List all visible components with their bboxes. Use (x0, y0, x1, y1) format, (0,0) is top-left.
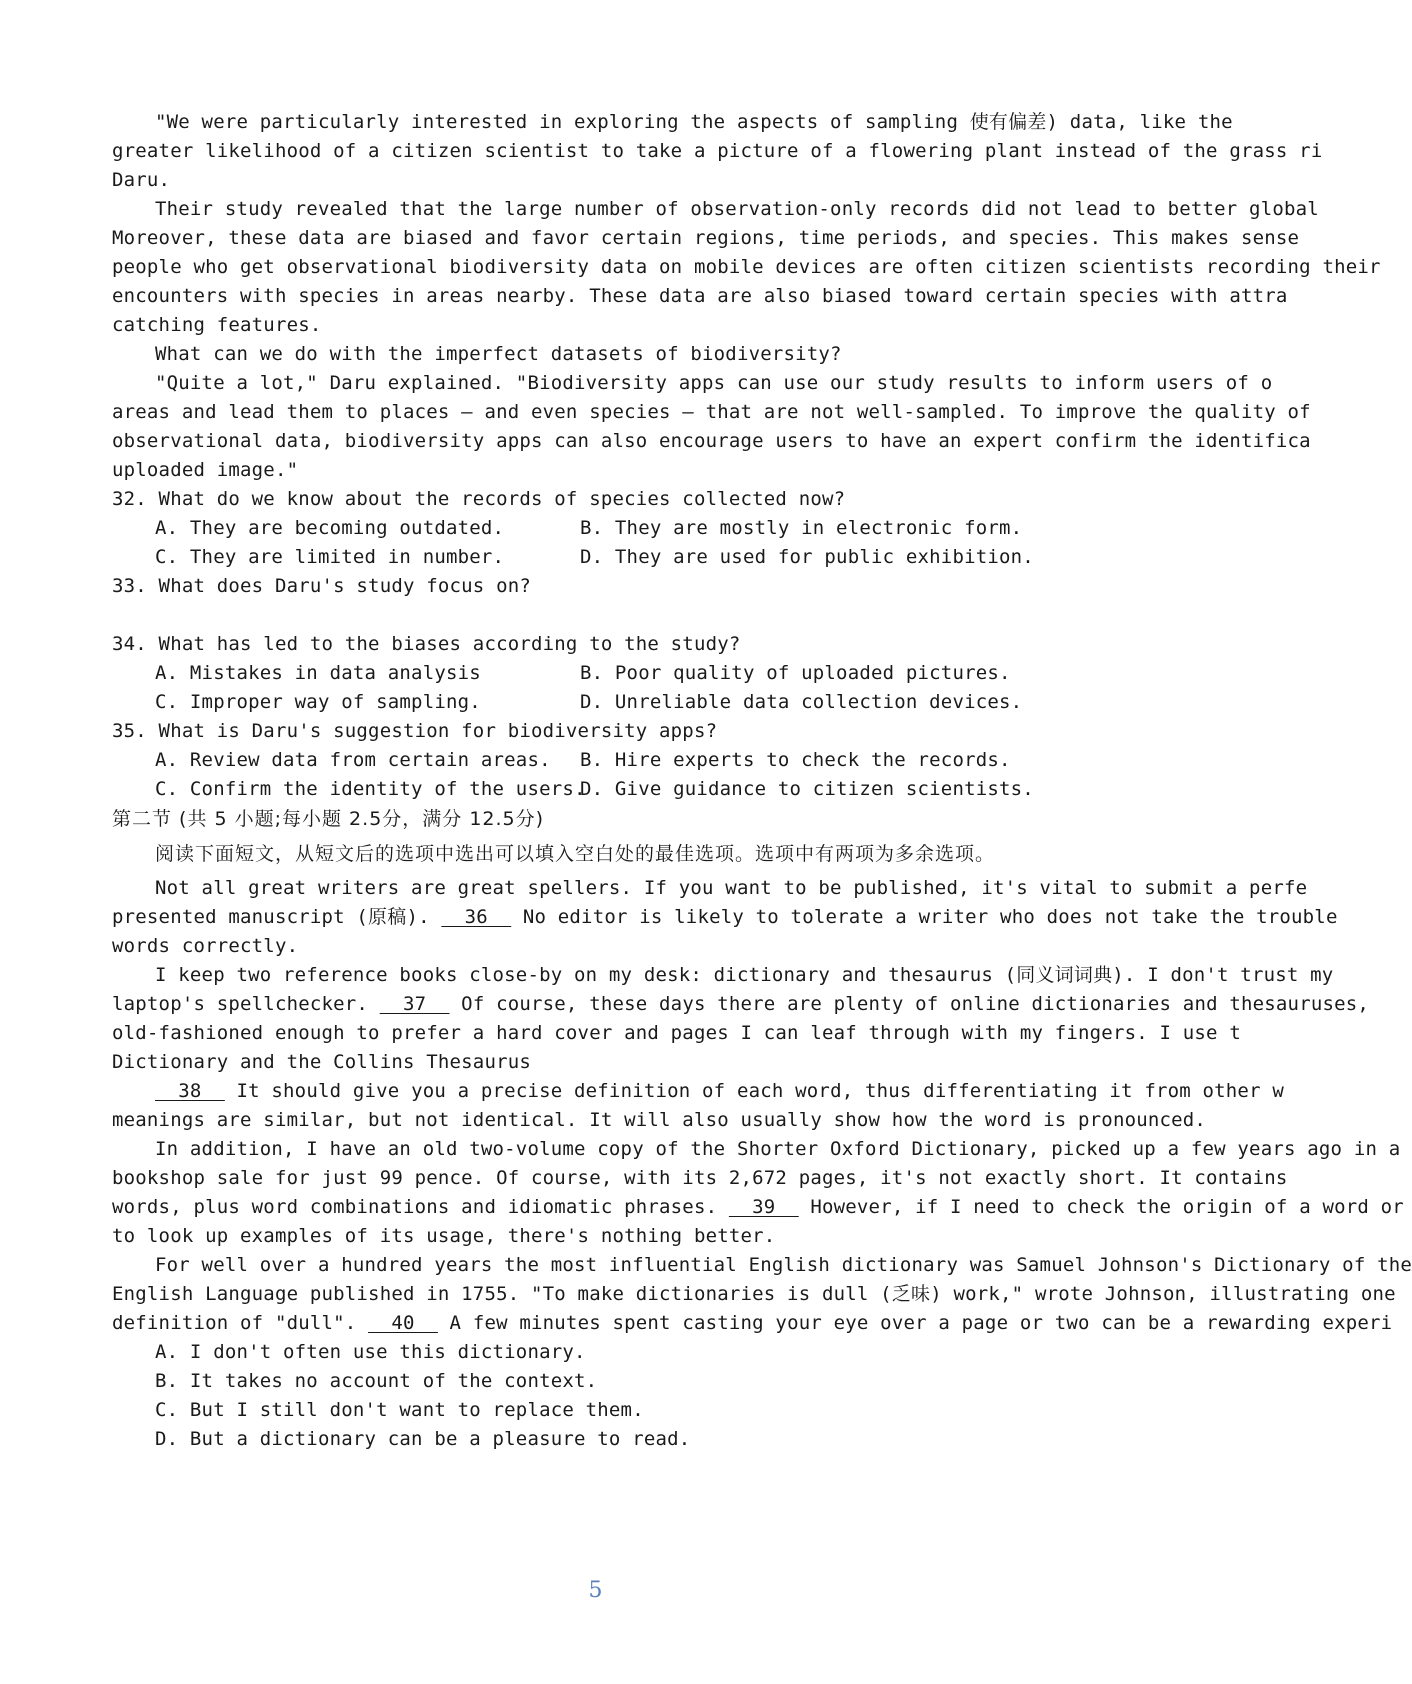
question-32-option-row (155, 546, 1185, 568)
passage-line: areas and lead them to places — and even species — that are not well-sampled. To improve the quality of (112, 401, 1311, 423)
option-a[interactable]: A. Review data from certain areas. (155, 749, 551, 771)
passage-line: observational data, biodiversity apps can also encourage users to have an expert confirm the identifica (112, 430, 1311, 452)
passage-line: uploaded image." (112, 459, 299, 481)
blank-36[interactable]: 36 (441, 906, 512, 928)
blank-38[interactable]: 38 (155, 1080, 225, 1102)
passage-line: greater likelihood of a citizen scientist to take a picture of a flowering plant instead of the grass ri (112, 140, 1323, 162)
question-33-stem: 33. What does Daru's study focus on? (112, 575, 532, 597)
choice-c[interactable]: C. But I still don't want to replace them. (155, 1399, 644, 1421)
passage-line: English Language published in 1755. "To make dictionaries is dull (乏味) work," wrote Johnson, illustrating one (112, 1283, 1396, 1305)
question-34-stem: 34. What has led to the biases according to the study? (112, 633, 741, 655)
option-b[interactable]: B. Hire experts to check the records. (580, 749, 1011, 771)
section-heading: 第二节 (共 5 小题;每小题 2.5分，满分 12.5分) (112, 808, 545, 830)
passage-line: people who get observational biodiversity data on mobile devices are often citizen scientists recording their (112, 256, 1381, 278)
section-instruction: 阅读下面短文，从短文后的选项中选出可以填入空白处的最佳选项。选项中有两项为多余选项。 (155, 843, 996, 865)
passage-line: bookshop sale for just 99 pence. Of course, with its 2,672 pages, it's not exactly short. It contains (112, 1167, 1288, 1189)
question-32-stem: 32. What do we know about the records of species collected now? (112, 488, 846, 510)
page-number: 5 (588, 1578, 603, 1603)
option-d[interactable]: D. They are used for public exhibition. (580, 546, 1034, 568)
passage-line: catching features. (112, 314, 322, 336)
passage-line: definition of "dull". 40 A few minutes spent casting your eye over a page or two can be a rewarding experi (112, 1312, 1393, 1334)
passage-line: Moreover, these data are biased and favor certain regions, time periods, and species. This makes sense (112, 227, 1300, 249)
passage-line: words, plus word combinations and idiomatic phrases. 39 However, if I need to check the origin of a word or (112, 1196, 1404, 1218)
question-35-option-row (155, 778, 1185, 800)
option-a[interactable]: A. Mistakes in data analysis (155, 662, 481, 684)
passage-line: For well over a hundred years the most influential English dictionary was Samuel Johnson's Dictionary of the (155, 1254, 1412, 1276)
choice-b[interactable]: B. It takes no account of the context. (155, 1370, 598, 1392)
passage-line: to look up examples of its usage, there's nothing better. (112, 1225, 776, 1247)
passage-line: I keep two reference books close-by on my desk: dictionary and thesaurus (同义词词典). I don't trust my (155, 964, 1334, 986)
option-c[interactable]: C. They are limited in number. (155, 546, 505, 568)
option-d[interactable]: D. Unreliable data collection devices. (580, 691, 1023, 713)
passage-line: Dictionary and the Collins Thesaurus (112, 1051, 532, 1073)
question-35-stem: 35. What is Daru's suggestion for biodiversity apps? (112, 720, 718, 742)
passage-line: laptop's spellchecker. 37 Of course, these days there are plenty of online dictionaries and thesauruses, (112, 993, 1370, 1015)
passage-line: "We were particularly interested in exploring the aspects of sampling 使有偏差) data, like the (155, 111, 1233, 133)
question-35-option-row (155, 749, 1185, 771)
passage-line: "Quite a lot," Daru explained. "Biodiversity apps can use our study results to inform users of o (155, 372, 1273, 394)
passage-line: encounters with species in areas nearby. These data are also biased toward certain species with attra (112, 285, 1288, 307)
option-b[interactable]: B. Poor quality of uploaded pictures. (580, 662, 1011, 684)
blank-40[interactable]: 40 (368, 1312, 438, 1334)
choice-d[interactable]: D. But a dictionary can be a pleasure to read. (155, 1428, 691, 1450)
option-a[interactable]: A. They are becoming outdated. (155, 517, 505, 539)
blank-39[interactable]: 39 (728, 1196, 799, 1218)
question-34-option-row (155, 691, 1185, 713)
choice-a[interactable]: A. I don't often use this dictionary. (155, 1341, 586, 1363)
option-b[interactable]: B. They are mostly in electronic form. (580, 517, 1023, 539)
question-32-option-row (155, 517, 1185, 539)
passage-line: Daru. (112, 169, 171, 191)
passage-line: 38 It should give you a precise definition of each word, thus differentiating it from other w (155, 1080, 1284, 1102)
passage-line: Not all great writers are great spellers. If you want to be published, it's vital to submit a perfe (155, 877, 1308, 899)
passage-line: Their study revealed that the large number of observation-only records did not lead to better global (155, 198, 1319, 220)
passage-line: meanings are similar, but not identical. It will also usually show how the word is pronounced. (112, 1109, 1207, 1131)
blank-37[interactable]: 37 (379, 993, 450, 1015)
option-c[interactable]: C. Improper way of sampling. (155, 691, 481, 713)
option-d[interactable]: D. Give guidance to citizen scientists. (580, 778, 1034, 800)
passage-line: What can we do with the imperfect datasets of biodiversity? (155, 343, 842, 365)
passage-line: presented manuscript (原稿). 36 No editor is likely to tolerate a writer who does not take the trouble (112, 906, 1338, 928)
question-34-option-row (155, 662, 1185, 684)
passage-line: In addition, I have an old two-volume copy of the Shorter Oxford Dictionary, picked up a few years ago in a (155, 1138, 1401, 1160)
passage-line: words correctly. (112, 935, 299, 957)
option-c[interactable]: C. Confirm the identity of the users. (155, 778, 586, 800)
passage-line: old-fashioned enough to prefer a hard cover and pages I can leaf through with my fingers. I use t (112, 1022, 1241, 1044)
